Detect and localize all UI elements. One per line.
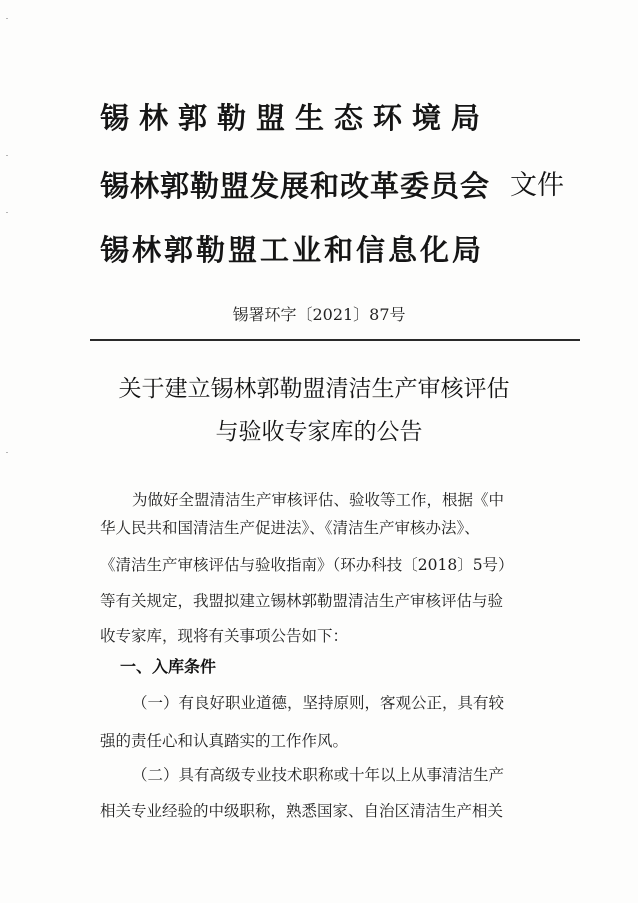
header-divider — [90, 339, 580, 341]
section-heading: 一、入库条件 — [120, 657, 217, 676]
issuer-name: 锡林郭勒盟工业和信息化局 — [100, 233, 485, 267]
scan-speck — [6, 18, 8, 19]
paragraph-line: 收专家库，现将有关事项公告如下： — [100, 627, 349, 645]
document-title: 关于建立锡林郭勒盟清洁生产审核评估 — [118, 376, 510, 402]
paragraph-line: 《清洁生产审核评估与验收指南》（环办科技〔2018〕5号） — [100, 556, 514, 574]
issuer-name: 锡林郭勒盟生态环境局 — [100, 101, 491, 135]
scan-speck — [6, 452, 8, 453]
paragraph-line: 华人民共和国清洁生产促进法》、《清洁生产审核办法》、 — [100, 519, 480, 537]
paragraph-line: （二）具有高级专业技术职称或十年以上从事清洁生产 — [132, 766, 505, 784]
paragraph-line: （一）有良好职业道德，坚持原则，客观公正，具有较 — [132, 694, 505, 712]
paragraph-line: 相关专业经验的中级职称，熟悉国家、自治区清洁生产相关 — [100, 802, 504, 820]
paragraph-line: 为做好全盟清洁生产审核评估、验收等工作，根据《中 — [132, 491, 505, 509]
paragraph-line: 强的责任心和认真踏实的工作作风。 — [100, 732, 349, 750]
document-number: 锡署环字〔2021〕87号 — [232, 305, 406, 324]
issuer-name: 锡林郭勒盟发展和改革委员会 — [100, 169, 491, 203]
document-type-label: 文件 — [510, 170, 564, 201]
paragraph-line: 等有关规定，我盟拟建立锡林郭勒盟清洁生产审核评估与验 — [100, 592, 504, 610]
scan-speck — [6, 212, 8, 213]
scan-speck — [6, 155, 8, 156]
document-title: 与验收专家库的公告 — [215, 419, 423, 445]
